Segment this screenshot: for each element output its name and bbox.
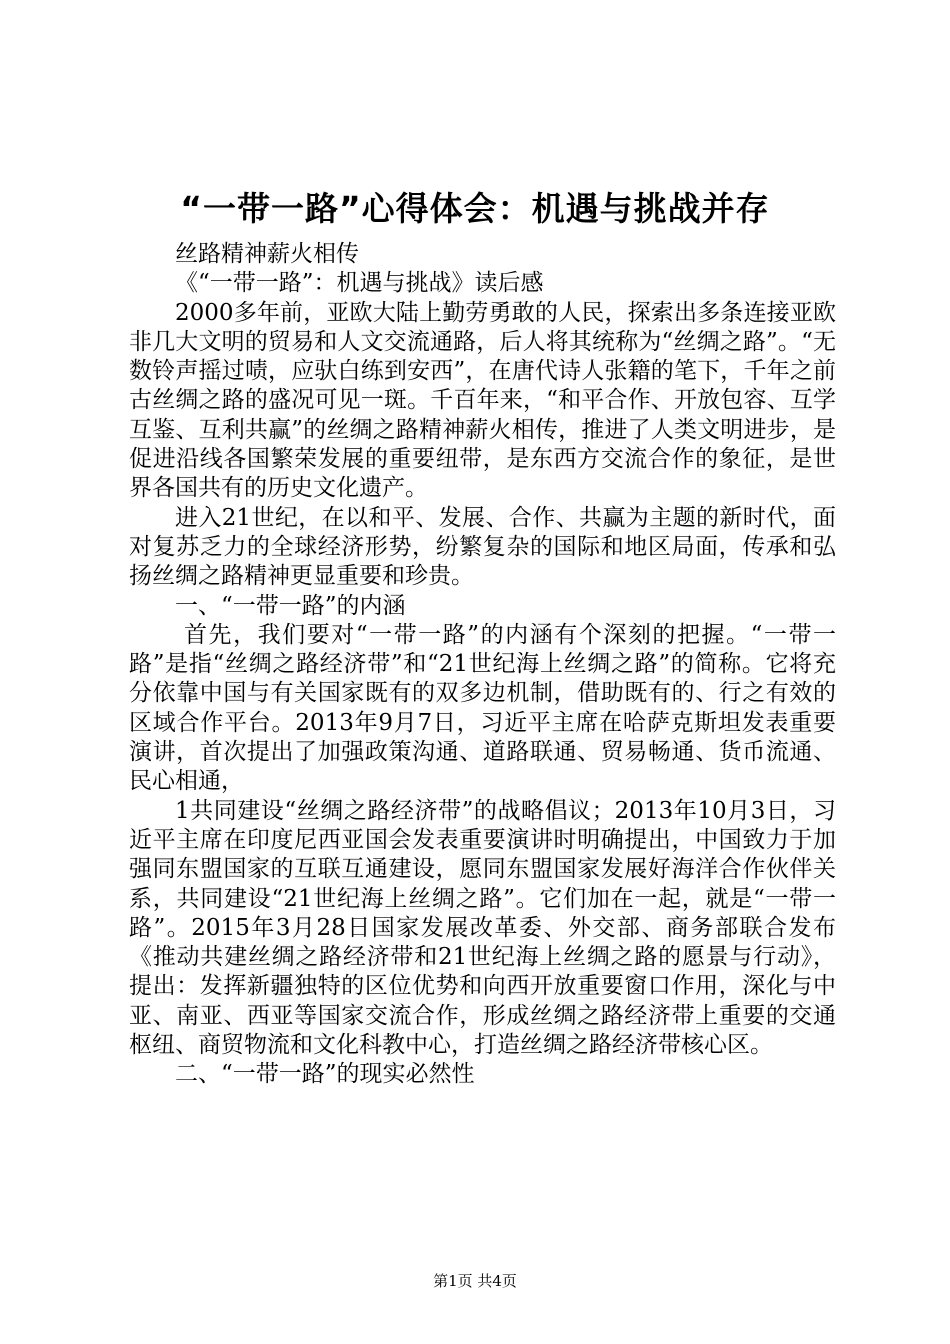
document-body (129, 240, 836, 1090)
section-heading: 二、“一带一路”的现实必然性 (175, 1061, 475, 1088)
page-footer: 第1页 共4页 (433, 1272, 517, 1290)
body-paragraph: 1共同建设“丝绸之路经济带”的战略倡议；2013年10月3日，习近平主席在印度尼西亚国会发表重要演讲时明确提出，中国致力于加强同东盟国家的互联互通建设，愿同东盟国家发展好海洋合作伙伴关系，共同建设“21世纪海上丝绸之路”。它们加在一起，就是“一带一路”。2015年3月28日国家发展改革委、外交部、商务部联合发布《推动共建丝绸之路经济带和21世纪海上丝绸之路的愿景与行动》，提出：发挥新疆独特的区位优势和向西开放重要窗口作用，深化与中亚、南亚、西亚等国家交流合作，形成丝绸之路经济带上重要的交通枢纽、商贸物流和文化科教中心，打造丝绸之路经济带核心区。 (129, 797, 836, 1059)
body-paragraph: 2000多年前，亚欧大陆上勤劳勇敢的人民，探索出多条连接亚欧非几大文明的贸易和人文交流通路，后人将其统称为“丝绸之路”。“无数铃声摇过啧，应驮白练到安西”，在唐代诗人张籍的笔下，千年之前古丝绸之路的盛况可见一斑。千百年来，“和平合作、开放包容、互学互鉴、互利共赢”的丝绸之路精神薪火相传，推进了人类文明进步，是促进沿线各国繁荣发展的重要纽带，是东西方交流合作的象征，是世界各国共有的历史文化遗产。 (129, 299, 836, 502)
subtitle-paragraph: 丝路精神薪火相传 (175, 241, 359, 267)
body-paragraph: 进入21世纪，在以和平、发展、合作、共赢为主题的新时代，面对复苏乏力的全球经济形势，纷繁复杂的国际和地区局面，传承和弘扬丝绸之路精神更显重要和珍贵。 (129, 504, 836, 590)
body-paragraph: 首先，我们要对“一带一路”的内涵有个深刻的把握。“一带一路”是指“丝绸之路经济带”和“21世纪海上丝绸之路”的简称。它将充分依靠中国与有关国家既有的双多边机制，借助既有的、行之有效的区域合作平台。2013年9月7日，习近平主席在哈萨克斯坦发表重要演讲，首次提出了加强政策沟通、道路联通、贸易畅通、货币流通、民心相通， (129, 621, 836, 795)
section-heading: 一、“一带一路”的内涵 (175, 592, 406, 619)
subtitle-paragraph: 《“一带一路”：机遇与挑战》读后感 (175, 270, 544, 297)
document-title: “一带一路”心得体会：机遇与挑战并存 (180, 189, 770, 228)
